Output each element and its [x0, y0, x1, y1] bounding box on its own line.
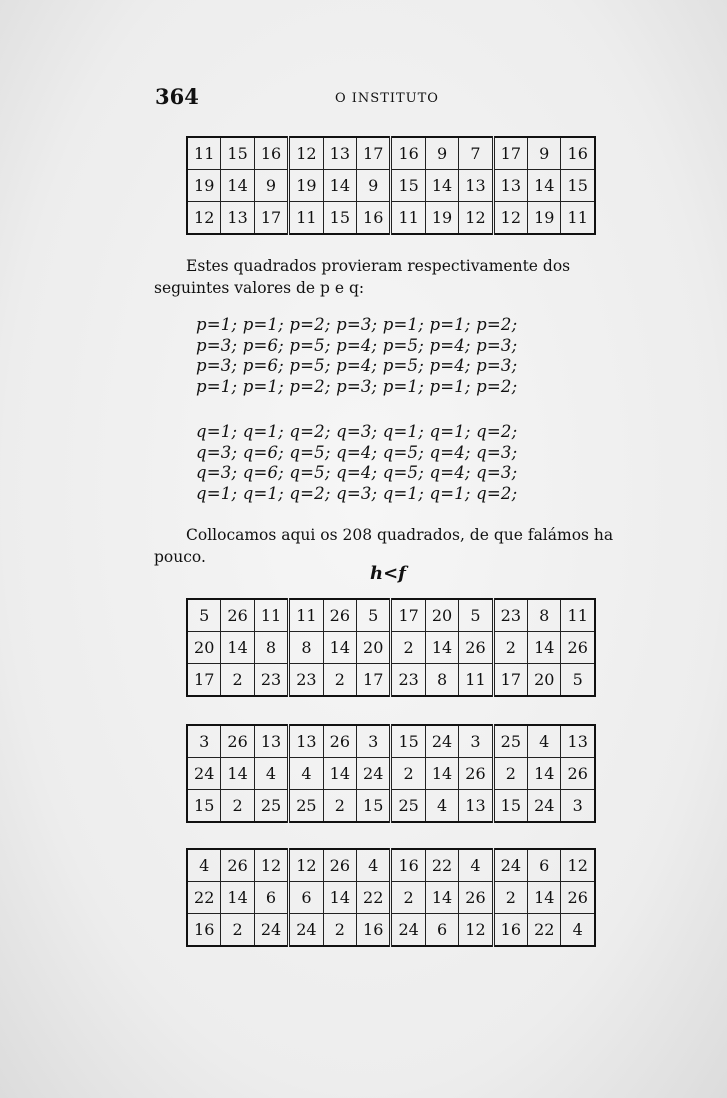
grid-cell: 11 [561, 202, 595, 235]
grid-cell: 13 [221, 202, 254, 235]
grid-cell: 11 [289, 202, 323, 235]
grid-cell: 23 [254, 664, 288, 697]
grid-cell: 16 [391, 849, 425, 882]
grid-cell: 2 [323, 790, 356, 823]
grid-cell: 12 [459, 914, 493, 947]
grid-row [187, 170, 595, 202]
grid-cell: 6 [254, 882, 288, 914]
grid-cell: 15 [221, 137, 254, 170]
grid-cell: 3 [459, 725, 493, 758]
grid-cell: 17 [187, 664, 221, 697]
grid-cell: 26 [459, 758, 493, 790]
grid-cell: 5 [561, 664, 595, 697]
grid-cell: 4 [459, 849, 493, 882]
grid-cell: 4 [254, 758, 288, 790]
grid-cell: 16 [561, 137, 595, 170]
grid-cell: 25 [391, 790, 425, 823]
grid-cell: 2 [391, 882, 425, 914]
grid-cell: 5 [357, 599, 391, 632]
grid-cell: 26 [561, 882, 595, 914]
page-number: 364 [155, 84, 199, 109]
grid-cell: 17 [391, 599, 425, 632]
grid-cell: 9 [254, 170, 288, 202]
grid-cell: 19 [289, 170, 323, 202]
grid-cell: 26 [221, 725, 254, 758]
grid-row [187, 664, 595, 697]
grid-cell: 15 [391, 725, 425, 758]
grid-cell: 26 [323, 725, 356, 758]
grid-row [187, 725, 595, 758]
grid-row [187, 758, 595, 790]
grid-cell: 19 [528, 202, 561, 235]
grid-cell: 12 [493, 202, 527, 235]
grid-cell: 11 [459, 664, 493, 697]
q-line: q=3; q=6; q=5; q=4; q=5; q=4; q=3; [196, 463, 518, 482]
grid-cell: 15 [561, 170, 595, 202]
grid-cell: 11 [561, 599, 595, 632]
grid-cell: 2 [493, 632, 527, 664]
p-line: p=1; p=1; p=2; p=3; p=1; p=1; p=2; [196, 315, 518, 334]
grid-cell: 6 [528, 849, 561, 882]
grid-cell: 8 [528, 599, 561, 632]
grid-cell: 15 [187, 790, 221, 823]
grid-cell: 14 [221, 170, 254, 202]
grid-cell: 20 [425, 599, 458, 632]
grid-row [187, 202, 595, 235]
grid-row [187, 882, 595, 914]
grid-cell: 14 [425, 882, 458, 914]
grid-cell: 15 [391, 170, 425, 202]
grid-cell: 2 [221, 664, 254, 697]
number-grid-3 [186, 848, 596, 947]
grid-cell: 14 [323, 882, 356, 914]
grid-cell: 17 [254, 202, 288, 235]
grid-cell: 9 [357, 170, 391, 202]
grid-cell: 14 [425, 758, 458, 790]
grid-cell: 19 [187, 170, 221, 202]
grid-cell: 13 [493, 170, 527, 202]
grid-cell: 11 [187, 137, 221, 170]
grid-cell: 11 [289, 599, 323, 632]
grid-cell: 26 [561, 758, 595, 790]
top-number-grid [186, 136, 596, 235]
grid-cell: 2 [221, 790, 254, 823]
grid-cell: 22 [528, 914, 561, 947]
grid-cell: 14 [221, 882, 254, 914]
grid-cell: 20 [528, 664, 561, 697]
grid-cell: 22 [425, 849, 458, 882]
grid-cell: 14 [221, 632, 254, 664]
grid-cell: 24 [391, 914, 425, 947]
grid-cell: 26 [459, 882, 493, 914]
grid-row [187, 599, 595, 632]
grid-cell: 9 [528, 137, 561, 170]
grid-cell: 26 [323, 599, 356, 632]
grid-cell: 25 [493, 725, 527, 758]
grid-cell: 16 [391, 137, 425, 170]
grid-cell: 23 [289, 664, 323, 697]
grid-cell: 26 [323, 849, 356, 882]
grid-cell: 8 [254, 632, 288, 664]
grid-cell: 4 [425, 790, 458, 823]
grid-cell: 24 [425, 725, 458, 758]
q-line: q=1; q=1; q=2; q=3; q=1; q=1; q=2; [196, 483, 518, 503]
grid-cell: 23 [493, 599, 527, 632]
grid-cell: 14 [528, 758, 561, 790]
grid-cell: 14 [221, 758, 254, 790]
grid-cell: 14 [425, 632, 458, 664]
grid-row [187, 632, 595, 664]
grid-cell: 3 [357, 725, 391, 758]
grid-cell: 14 [425, 170, 458, 202]
journal-title: O INSTITUTO [335, 91, 439, 106]
grid-cell: 22 [187, 882, 221, 914]
grid-cell: 2 [391, 758, 425, 790]
grid-cell: 4 [289, 758, 323, 790]
grid-cell: 26 [561, 632, 595, 664]
grid-cell: 24 [289, 914, 323, 947]
grid-cell: 9 [425, 137, 458, 170]
grid-cell: 8 [289, 632, 323, 664]
grid-cell: 13 [323, 137, 356, 170]
grid-row [187, 849, 595, 882]
grid-cell: 13 [459, 170, 493, 202]
grid-cell: 12 [289, 849, 323, 882]
grid-cell: 3 [187, 725, 221, 758]
grid-cell: 15 [493, 790, 527, 823]
grid-cell: 2 [323, 664, 356, 697]
grid-cell: 24 [493, 849, 527, 882]
running-head [155, 84, 595, 114]
grid-cell: 16 [357, 202, 391, 235]
grid-cell: 12 [187, 202, 221, 235]
grid-cell: 2 [391, 632, 425, 664]
p-values-block [196, 315, 616, 397]
grid-cell: 23 [391, 664, 425, 697]
grid-cell: 12 [289, 137, 323, 170]
grid-cell: 25 [289, 790, 323, 823]
grid-cell: 16 [493, 914, 527, 947]
q-line: q=3; q=6; q=5; q=4; q=5; q=4; q=3; [196, 442, 518, 462]
grid-cell: 24 [254, 914, 288, 947]
grid-cell: 14 [323, 758, 356, 790]
grid-cell: 14 [528, 882, 561, 914]
grid-cell: 8 [425, 664, 458, 697]
grid-cell: 22 [357, 882, 391, 914]
grid-row [187, 914, 595, 947]
grid-cell: 19 [425, 202, 458, 235]
grid-cell: 25 [254, 790, 288, 823]
grid-cell: 20 [187, 632, 221, 664]
grid-cell: 5 [187, 599, 221, 632]
grid-cell: 4 [357, 849, 391, 882]
grid-row [187, 790, 595, 823]
grid-cell: 20 [357, 632, 391, 664]
grid-cell: 14 [528, 632, 561, 664]
grid-cell: 4 [187, 849, 221, 882]
grid-cell: 2 [221, 914, 254, 947]
grid-cell: 26 [221, 849, 254, 882]
grid-cell: 13 [289, 725, 323, 758]
grid-row [187, 137, 595, 170]
grid-cell: 14 [528, 170, 561, 202]
grid-cell: 26 [459, 632, 493, 664]
grid-cell: 5 [459, 599, 493, 632]
p-line: p=3; p=6; p=5; p=4; p=5; p=4; p=3; [196, 356, 518, 375]
p-line: p=1; p=1; p=2; p=3; p=1; p=1; p=2; [196, 376, 518, 396]
grid-cell: 13 [561, 725, 595, 758]
condition-label: h<f [370, 563, 406, 584]
grid-cell: 6 [289, 882, 323, 914]
grid-cell: 3 [561, 790, 595, 823]
grid-cell: 14 [323, 632, 356, 664]
paragraph-sources: Estes quadrados provieram respectivamente dos seguintes valores de p e q: [154, 257, 571, 297]
q-values-block [196, 422, 616, 504]
grid-cell: 2 [323, 914, 356, 947]
paragraph-208-squares: Collocamos aqui os 208 quadrados, de que falámos ha pouco. [154, 526, 614, 566]
grid-cell: 24 [528, 790, 561, 823]
grid-cell: 14 [323, 170, 356, 202]
grid-cell: 15 [357, 790, 391, 823]
grid-cell: 13 [254, 725, 288, 758]
grid-cell: 6 [425, 914, 458, 947]
number-grid-2 [186, 724, 596, 823]
grid-cell: 2 [493, 882, 527, 914]
grid-cell: 15 [323, 202, 356, 235]
grid-cell: 12 [459, 202, 493, 235]
q-line: q=1; q=1; q=2; q=3; q=1; q=1; q=2; [196, 422, 518, 441]
grid-cell: 26 [221, 599, 254, 632]
grid-cell: 12 [561, 849, 595, 882]
grid-cell: 17 [357, 664, 391, 697]
grid-cell: 17 [493, 137, 527, 170]
grid-cell: 24 [187, 758, 221, 790]
grid-cell: 2 [493, 758, 527, 790]
grid-cell: 17 [357, 137, 391, 170]
p-line: p=3; p=6; p=5; p=4; p=5; p=4; p=3; [196, 335, 518, 355]
grid-cell: 11 [391, 202, 425, 235]
grid-cell: 17 [493, 664, 527, 697]
grid-cell: 4 [528, 725, 561, 758]
grid-cell: 13 [459, 790, 493, 823]
grid-cell: 7 [459, 137, 493, 170]
number-grid-1 [186, 598, 596, 697]
grid-cell: 11 [254, 599, 288, 632]
grid-cell: 16 [187, 914, 221, 947]
grid-cell: 24 [357, 758, 391, 790]
grid-cell: 16 [357, 914, 391, 947]
grid-cell: 4 [561, 914, 595, 947]
grid-cell: 12 [254, 849, 288, 882]
grid-cell: 16 [254, 137, 288, 170]
